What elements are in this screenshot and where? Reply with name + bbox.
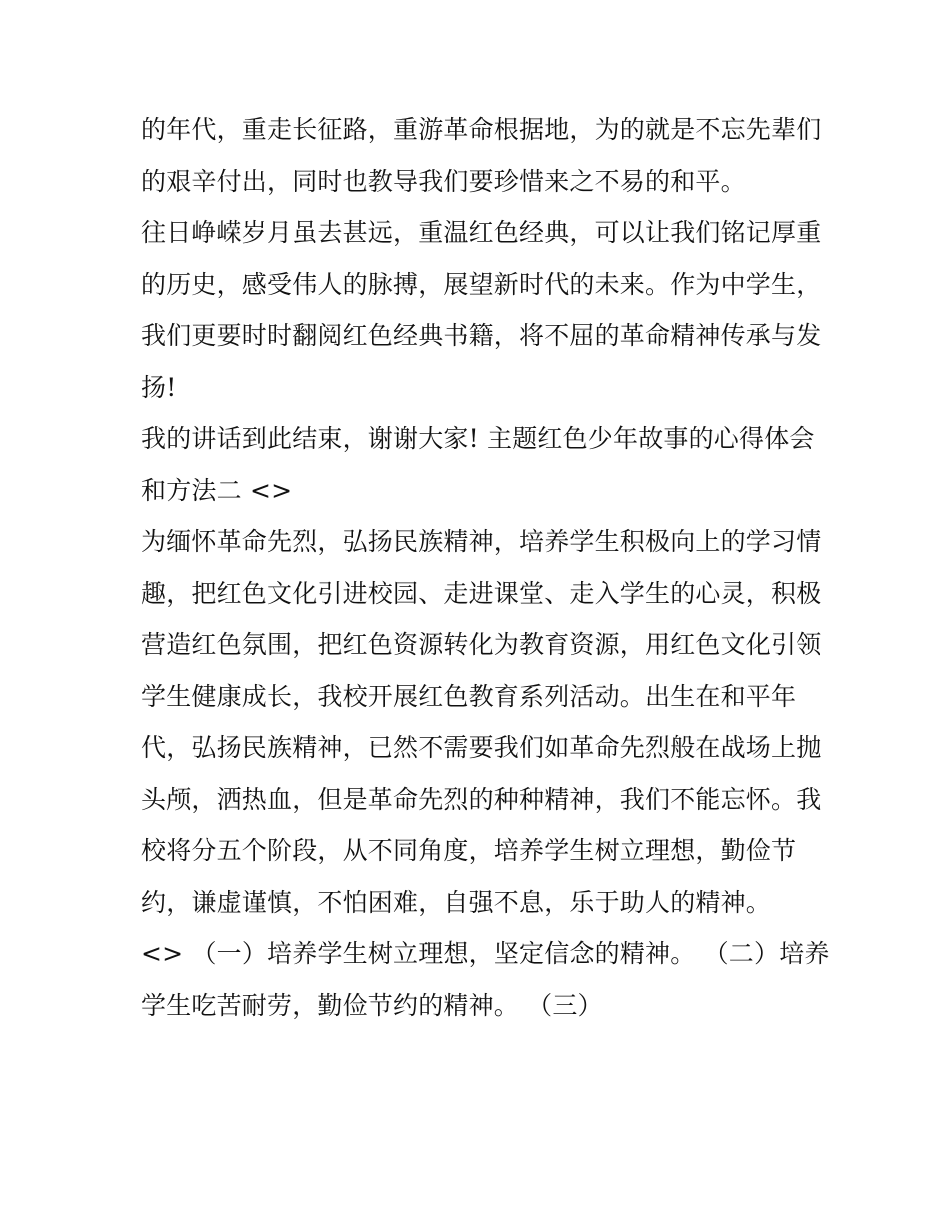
text-line: 学生吃苦耐劳，勤俭节约的精神。 （三）	[141, 990, 603, 1020]
text-line: 我的讲话到此结束，谢谢大家! 主题红色少年故事的心得体会	[141, 424, 815, 453]
text-line: 的年代，重走长征路，重游革命根据地，为的就是不忘先辈们	[141, 115, 822, 144]
text-line: 为缅怀革命先烈，弘扬民族精神，培养学生积极向上的学习情	[141, 527, 822, 556]
text-line: 趣，把红色文化引进校园、走进课堂、走入学生的心灵，积极	[141, 578, 822, 608]
text-line: 和方法二 <>	[141, 475, 293, 505]
text-line: 营造红色氛围，把红色资源转化为教育资源，用红色文化引领	[141, 630, 822, 659]
text-line: 学生健康成长，我校开展红色教育系列活动。出生在和平年	[141, 681, 797, 711]
text-line: <> （一）培养学生树立理想，坚定信念的精神。 （二）培养	[141, 939, 830, 968]
text-line: 代，弘扬民族精神，已然不需要我们如革命先烈般在战场上抛	[141, 733, 822, 762]
body-text	[141, 108, 830, 1035]
text-line: 的艰辛付出，同时也教导我们要珍惜来之不易的和平。	[141, 166, 746, 196]
text-line: 扬!	[141, 372, 177, 402]
text-line: 校将分五个阶段，从不同角度，培养学生树立理想，勤俭节	[141, 836, 797, 865]
text-line: 我们更要时时翻阅红色经典书籍，将不屈的革命精神传承与发	[141, 321, 822, 350]
text-line: 头颅，洒热血，但是革命先烈的种种精神，我们不能忘怀。我	[141, 784, 822, 814]
text-line: 往日峥嵘岁月虽去甚远，重温红色经典，可以让我们铭记厚重	[141, 218, 822, 247]
text-line: 约，谦虚谨慎，不怕困难，自强不息，乐于助人的精神。	[141, 887, 772, 917]
text-line: 的历史，感受伟人的脉搏，展望新时代的未来。作为中学生，	[141, 269, 822, 299]
